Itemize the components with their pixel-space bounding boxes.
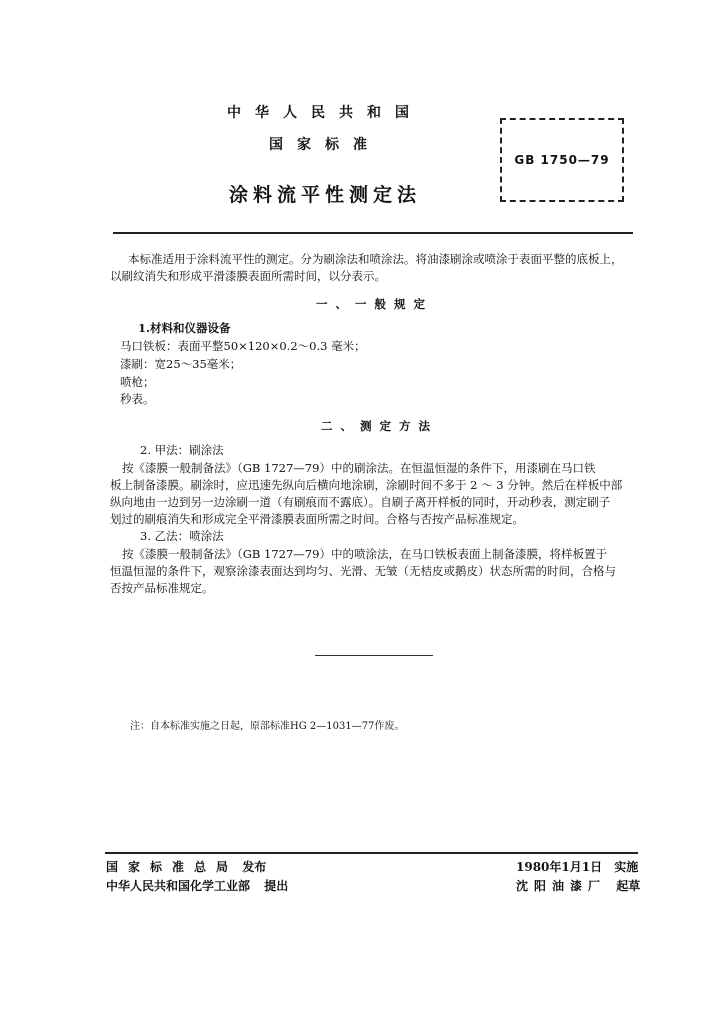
drafter-org: 沈阳油漆厂 [516, 879, 607, 893]
proposer-action: 提出 [264, 879, 289, 893]
drafter-action: 起草 [616, 879, 641, 893]
issuer-action: 发布 [242, 860, 267, 874]
method-b-line-2: 恒温恒湿的条件下，观察涂漆表面达到均匀、光滑、无皱（无桔皮或鹅皮）状态所需的时间，合格与 [110, 564, 616, 578]
footnote: 注：自本标准实施之日起，原部标准HG 2—1031—77作废。 [130, 721, 405, 732]
country-heading: 中华人民共和国 [227, 105, 423, 121]
section-2-heading: 二、测定方法 [321, 419, 438, 433]
footer-drafter [516, 877, 640, 894]
footer-issuer [106, 858, 266, 875]
method-a-line-2: 板上制备漆膜。刷涂时，应迅速先纵向后横向地涂刷，涂刷时间不多于 2 ～ 3 分钟。然后在样板中部 [110, 478, 623, 492]
end-of-text-rule [315, 655, 433, 656]
effective-date: 1980年1月1日 [516, 860, 603, 874]
footer-effective [516, 858, 638, 875]
effective-action: 实施 [614, 860, 639, 874]
footer-divider [105, 852, 638, 854]
method-a-line-1: 按《漆膜一般制备法》（GB 1727—79）中的刷涂法。在恒温恒湿的条件下，用漆刷在马口铁 [122, 461, 596, 475]
item-brush: 漆刷：宽25～35毫米； [120, 357, 242, 371]
item-stopwatch: 秒表。 [120, 392, 155, 406]
document-title: 涂料流平性测定法 [228, 184, 421, 206]
intro-line-2: 以刷纹消失和形成平滑漆膜表面所需时间，以分表示。 [110, 269, 386, 283]
method-a-line-3: 纵向地由一边到另一边涂刷一道（有刷痕而不露底）。自刷子离开样板的同时，开动秒表，测定刷子 [110, 495, 611, 509]
footer-proposer [106, 877, 288, 894]
header-divider [113, 232, 633, 234]
standard-code-box [500, 118, 624, 202]
proposer-org: 中华人民共和国化学工业部 [106, 879, 251, 893]
method-b-line-3: 否按产品标准规定。 [110, 581, 214, 595]
issuer-org: 国家标准总局 [106, 860, 239, 874]
section-1-heading: 一、一般规定 [316, 297, 433, 311]
method-b-title: 3. 乙法：喷涂法 [140, 529, 224, 543]
method-a-title: 2. 甲法：刷涂法 [140, 443, 224, 457]
intro-line-1: 本标准适用于涂料流平性的测定。分为刷涂法和喷涂法。将油漆刷涂或喷涂于表面平整的底板上， [128, 252, 623, 266]
item-title: 1.材料和仪器设备 [138, 321, 231, 335]
method-b-line-1: 按《漆膜一般制备法》（GB 1727—79）中的喷涂法，在马口铁板表面上制备漆膜，将样板置于 [122, 547, 607, 561]
item-tinplate: 马口铁板：表面平整50×120×0.2～0.3 毫米； [120, 339, 366, 353]
method-a-line-4: 划过的刷痕消失和形成完全平滑漆膜表面所需之时间。合格与否按产品标准规定。 [110, 512, 524, 526]
category-heading: 国家标准 [269, 137, 381, 153]
standard-code: GB 1750—79 [514, 153, 610, 167]
item-spray-gun: 喷枪； [120, 375, 155, 389]
